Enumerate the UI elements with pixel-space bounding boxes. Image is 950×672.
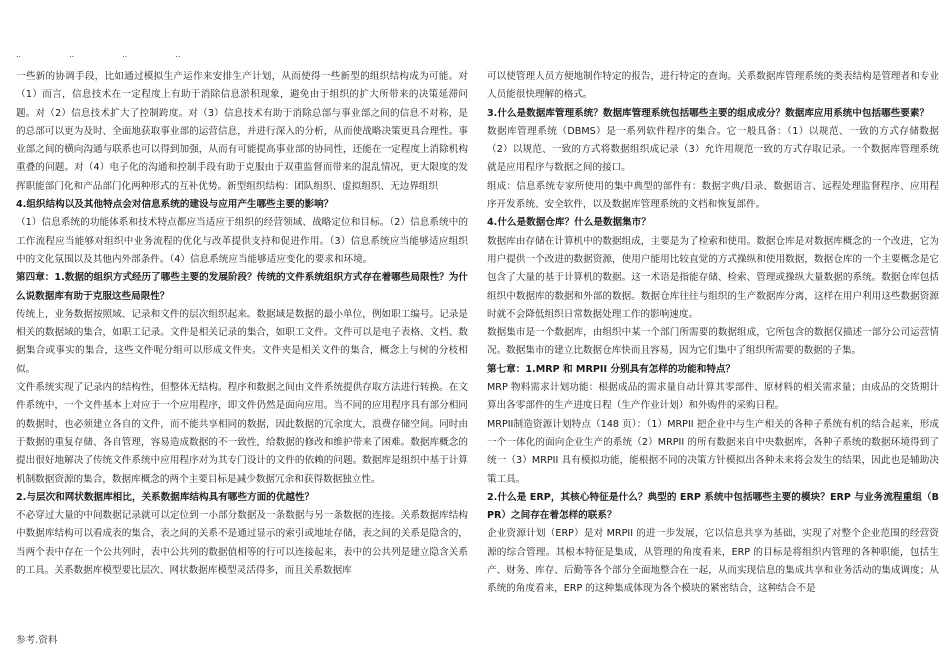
question-heading: 2.什么是 ERP，其核心特征是什么？典型的 ERP 系统中包括哪些主要的模块？ERP 与业务流程重组（BPR）之间存在着怎样的联系？ bbox=[487, 491, 939, 522]
paragraph: 数据库管理系统（DBMS）是一系列软件程序的集合。它一般具备：（1）以规范、一致的方式存储数据（2）以规范、一致的方式将数据组织成记录（3）允许用规范一致的方式存取记录。一个数据库管理系统就是应用程序与数据之间的接口。 bbox=[487, 125, 939, 174]
paragraph: MRP 物料需求计划功能：根据成品的需求量自动计算其零部件、原材料的相关需求量；由成品的交货期计算出各零部件的生产进度日程（生产作业计划）和外购件的采购日程。 bbox=[487, 382, 939, 412]
header-mark: .. bbox=[69, 50, 75, 59]
paragraph: 文件系统实现了记录内的结构性，但整体无结构。程序和数据之间由文件系统提供存取方法进行转换。在文件系统中，一个文件基本上对应于一个应用程序，即文件仍然是面向应用。当不同的应用程序具有部分相同的数据时，也必须建立各自的文件，而不能共享相同的数据，因此数据的冗余度大，浪费存储空间。同时由于数据的重复存储、各自管理，容易造成数据的不一致性，给数据的修改和维护带来了困难。数据库概念的提出很好地解决了传统文件系统中应用程序对为其专门设计的文件的依赖的问题。数据库是组织中基于计算机制数据资源的集合，数据库概念的两个主要目标是减少数据冗余和获得数据独立性。 bbox=[16, 382, 468, 485]
header-mark: .. bbox=[175, 50, 181, 59]
chapter-heading: 第四章：1.数据的组织方式经历了哪些主要的发展阶段？传统的文件系统组织方式存在着哪些局限性？为什么说数据库有助于克服这些局限性？ bbox=[16, 272, 468, 302]
header-mark: .. bbox=[16, 50, 22, 59]
paragraph: 企业资源计划（ERP）是对 MRPII 的进一步发展，它以信息共享为基础，实现了对整个企业范围的经营资源的综合管理。其根本特征是集成，从管理的角度看来，ERP 的目标是将组织内管理的各种职能，包括生产、财务、库存、后勤等各个部分全面地整合在一起，从而实现信息的集成共享和业务活动的集成调度；从系统的角度看来，ERP 的这种集成体现为各个模块的紧密结合，这种结合不是 bbox=[487, 528, 939, 595]
paragraph: （1）信息系统的功能体系和技术特点都应当适应于组织的经营领域、战略定位和目标。（2）信息系统中的工作流程应当能够对组织中业务流程的优化与改革提供支持和促进作用。（3）信息系统应当能够适应组织中的文化氛围以及其他内外部条件。（4）信息系统应当能够适应变化的要求和环境。 bbox=[16, 217, 468, 265]
paragraph: 可以使管理人员方便地制作特定的报告，进行特定的查询。关系数据库管理系统的类表结构是管理者和专业人员能很快理解的格式。 bbox=[487, 71, 939, 101]
question-heading: 3.什么是数据库管理系统？数据库管理系统包括哪些主要的组成成分？数据库应用系统中包括哪些要素？ bbox=[487, 107, 930, 119]
question-heading: 2.与层次和网状数据库相比，关系数据库结构具有哪些方面的优越性？ bbox=[16, 491, 315, 503]
paragraph: MRPII制造资源计划特点（148 页）：（1）MRPII 把企业中与生产相关的各种子系统有机的结合起来，形成一个一体化的面向企业生产的系统（2）MRPII 的所有数据来自中央数据库，各种子系统的数据环境得到了统一（3）MRPII 具有模拟功能，能根据不同的决策方针模拟出各种未来将会发生的结果，因此也是辅助决策工具。 bbox=[487, 418, 939, 485]
paragraph: 数据库由存储在计算机中的数据组成，主要是为了检索和使用。数据仓库是对数据库概念的一个改进，它为用户提供一个改进的数据资源，使用户能用比较直觉的方式操纵和使用数据，数据仓库的一个主要概念是它包含了大量的基于计算机的数据。这一术语是指能存储、检索、管理或操纵大量数据的系统。数据仓库包括组织中数据库的数据和外部的数据。数据仓库往往与组织的生产数据库分离，这样在用户利用这些数据资源时就不会降低组织日常数据处理工作的影响速度。 bbox=[487, 235, 939, 320]
left-column bbox=[16, 68, 468, 580]
question-heading: 4.组织结构以及其他特点会对信息系统的建设与应用产生哪些主要的影响？ bbox=[16, 199, 334, 211]
paragraph: 不必穿过大量的中间数据记录就可以定位到一小部分数据及一条数据与另一条数据的连接。关系数据库结构中数据库结构可以看成表的集合，表之间的关系不是通过显示的索引或地址存储，表之间的关系是隐含的，当两个表中存在一个公共列时，表中公共列的数据值相等的行可以连接起来，表中的公共列是建立隐含关系的工具。关系数据库模型要比层次、网状数据库模型灵活得多，而且关系数据库 bbox=[16, 510, 468, 577]
paragraph: 组成：信息系统专家所使用的集中典型的部件有：数据字典/目录、数据语言、远程处理监督程序、应用程序开发系统、安全软件，以及数据库管理系统的文档和恢复部件。 bbox=[487, 180, 939, 211]
paragraph: 数据集市是一个数据库，由组织中某一个部门所需要的数据组成，它所包含的数据仅描述一部分公司运营情况。数据集市的建立比数据仓库快而且容易，因为它们集中了组织所需要的数据的子集。 bbox=[487, 327, 939, 357]
right-column bbox=[487, 68, 939, 599]
paragraph: 传统上，业务数据按照域、记录和文件的层次组织起来。数据域是数据的最小单位，例如职工编号。记录是相关的数据域的集合，如职工记录。文件是相关记录的集合，如职工文件。文件可以是电子表格、文档、数据集合或事实的集合，这些文件呢分组可以形成文件夹。文件夹是相关文件的集合，概念上与树的分枝相似。 bbox=[16, 308, 468, 375]
chapter-heading: 第七章：1.MRP 和 MRPII 分别具有怎样的功能和特点？ bbox=[487, 363, 736, 375]
page-header-marks bbox=[16, 50, 180, 59]
paragraph: 一些新的协调手段，比如通过模拟生产运作来安排生产计划，从而使得一些新型的组织结构成为可能。对（1）而言，信息技术在一定程度上有助于消除信息淤积现象，避免由于组织的扩大所带来的决策延滞问题。对（2）信息技术扩大了控制跨度。对（3）信息技术有助于消除总部与事业部之间的信息不对称，是的总部可以更为及时、全面地获取事业部的运营信息，并进行深入的分析，从而使战略决策更具合理性。事业部之间的横向沟通与联系也可以得到加强，从而有可能提高事业部的协同性，还能在一定程度上消除机构重叠的问题。对（4）电子化的沟通和控制手段有助于克服由于双重监督而带来的混乱情况，更大限度的发挥职能部门化和产品部门化两种形式的互补优势。新型组织结构：团队组织、虚拟组织、无边界组织 bbox=[16, 71, 468, 192]
question-heading: 4.什么是数据仓库？什么是数据集市？ bbox=[487, 217, 651, 229]
page-footer: 参考.资料 bbox=[16, 635, 58, 646]
header-mark: .. bbox=[122, 50, 128, 59]
